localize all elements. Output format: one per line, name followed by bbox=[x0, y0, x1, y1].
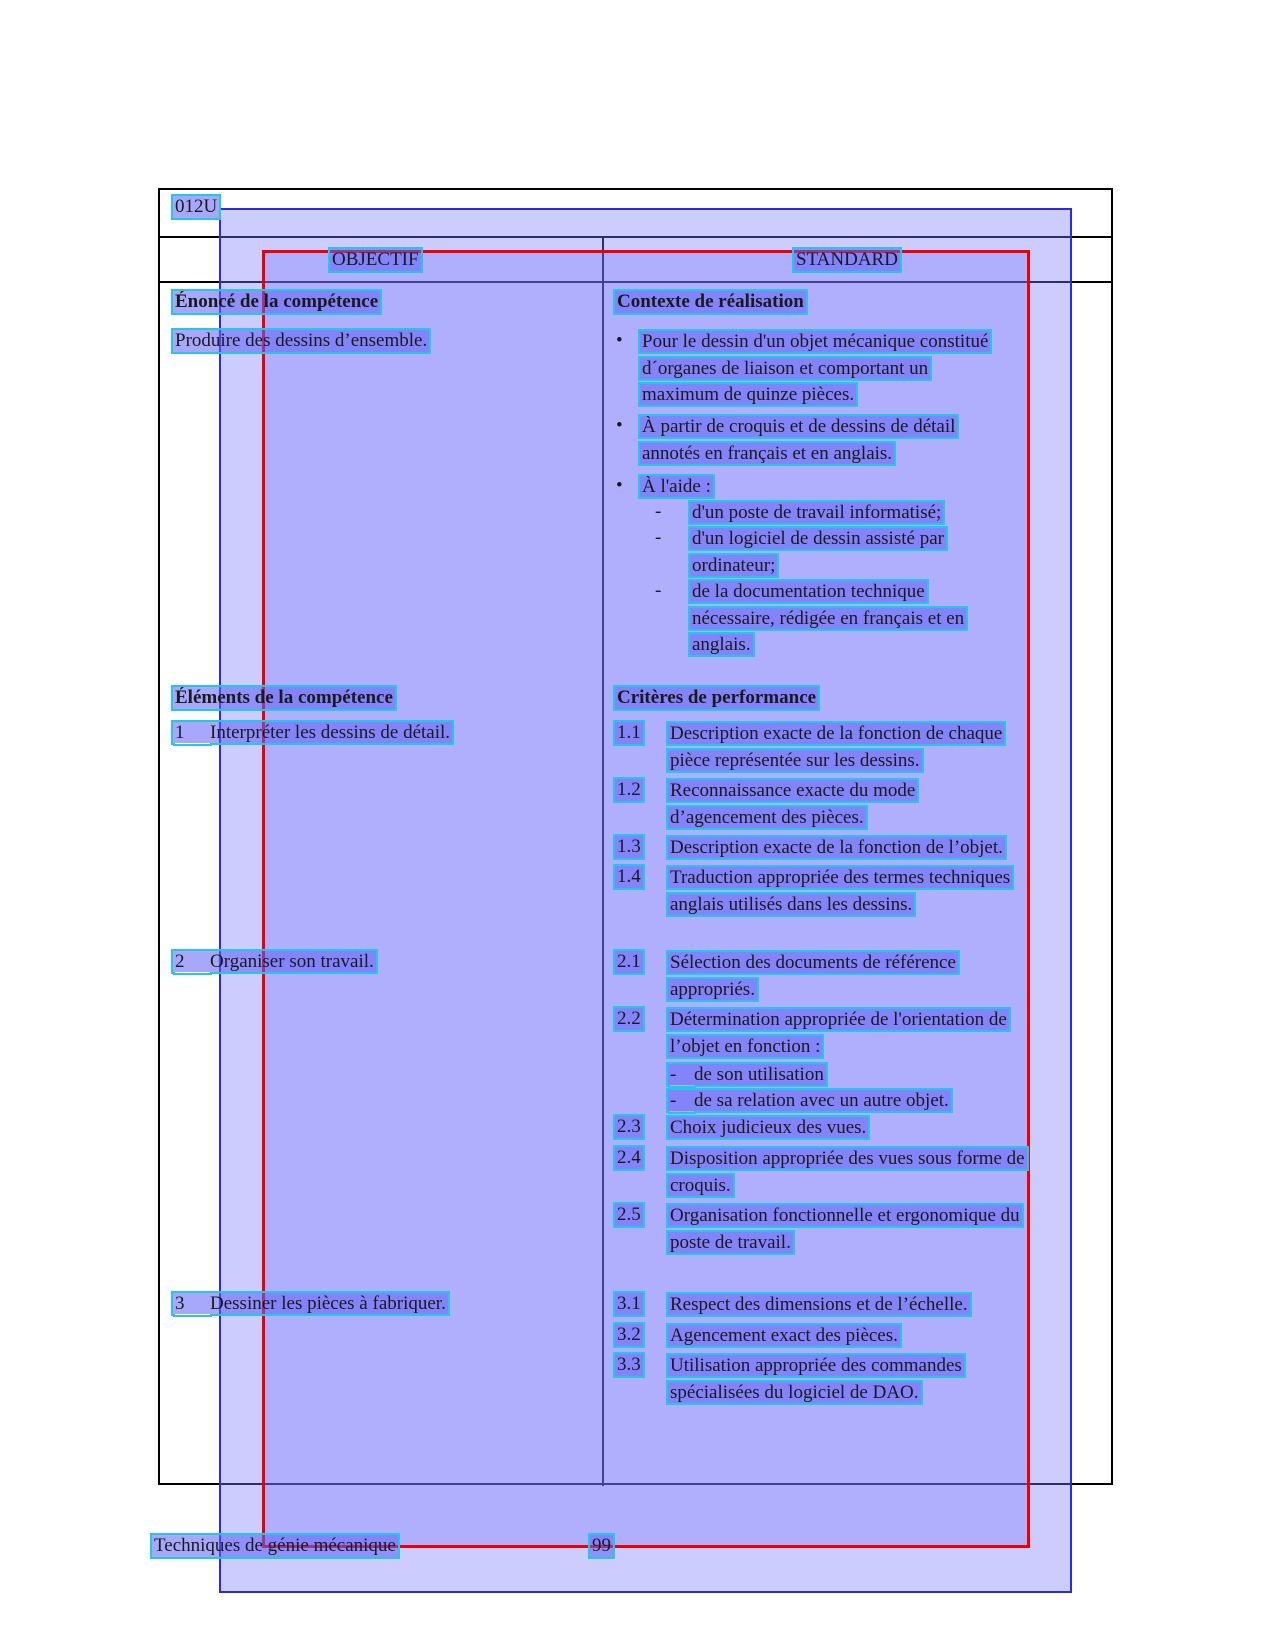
dash-icon: - bbox=[670, 1090, 677, 1111]
context-line: de la documentation technique bbox=[692, 581, 925, 602]
dash-icon: - bbox=[655, 580, 662, 601]
criterion-item bbox=[668, 1203, 1022, 1256]
criterion-line: Agencement exact des pièces. bbox=[670, 1325, 898, 1346]
criterion-line: poste de travail. bbox=[670, 1231, 791, 1253]
criterion-number: 2.4 bbox=[617, 1147, 641, 1168]
criterion-line: Détermination appropriée de l'orientation de bbox=[670, 1009, 1007, 1030]
orientation-subitem bbox=[668, 1064, 826, 1086]
criterion-line: Utilisation appropriée des commandes bbox=[670, 1355, 962, 1376]
context-item bbox=[640, 414, 957, 467]
criterion-item bbox=[668, 1115, 868, 1142]
element-text: 2 Organiser son travail. bbox=[175, 951, 374, 972]
criterion-number: 2.2 bbox=[617, 1008, 641, 1029]
element-number: 2 bbox=[175, 951, 185, 972]
criterion-line: anglais utilisés dans les dessins. bbox=[670, 893, 913, 915]
criterion-number: 3.3 bbox=[617, 1354, 641, 1375]
context-line: Pour le dessin d'un objet mécanique constitué bbox=[642, 331, 989, 352]
criterion-number: 2.3 bbox=[617, 1116, 641, 1137]
criterion-item bbox=[668, 1007, 1009, 1060]
dash-icon: - bbox=[655, 501, 662, 522]
context-line: d'un logiciel de dessin assisté par bbox=[692, 528, 944, 549]
criterion-item bbox=[668, 865, 1012, 918]
context-line: annotés en français et en anglais. bbox=[642, 442, 893, 464]
context-subitem bbox=[690, 526, 946, 579]
context-line: anglais. bbox=[692, 634, 751, 655]
orientation-line: de sa relation avec un autre objet. bbox=[694, 1090, 949, 1111]
criterion-line: Organisation fonctionnelle et ergonomique du bbox=[670, 1205, 1020, 1226]
criterion-line: Respect des dimensions et de l’échelle. bbox=[670, 1294, 968, 1315]
bullet-icon: • bbox=[616, 330, 623, 351]
criterion-number: 3.1 bbox=[617, 1293, 641, 1314]
context-item bbox=[640, 329, 990, 409]
criterion-number: 2.1 bbox=[617, 951, 641, 972]
context-line: À l'aide : bbox=[642, 476, 711, 497]
context-line: d'un poste de travail informatisé; bbox=[692, 502, 942, 523]
competency-elements-title: Éléments de la compétence bbox=[175, 687, 393, 708]
header-standard: STANDARD bbox=[796, 249, 898, 270]
criterion-line: l’objet en fonction : bbox=[670, 1035, 821, 1057]
criterion-item bbox=[668, 950, 958, 1003]
criterion-number: 1.4 bbox=[617, 866, 641, 887]
criterion-item bbox=[668, 835, 1005, 862]
element-number: 1 bbox=[175, 722, 185, 743]
context-subitem bbox=[690, 500, 943, 527]
criterion-number: 3.2 bbox=[617, 1324, 641, 1345]
element-text: 3 Dessiner les pièces à fabriquer. bbox=[175, 1293, 446, 1314]
orientation-subitem bbox=[668, 1090, 951, 1112]
element-text: 1 Interpréter les dessins de détail. bbox=[175, 722, 451, 743]
competency-element bbox=[173, 951, 376, 973]
criterion-line: Description exacte de la fonction de chaque bbox=[670, 723, 1003, 744]
criterion-item bbox=[668, 1146, 1027, 1199]
context-title: Contexte de réalisation bbox=[617, 291, 804, 312]
criterion-line: Disposition appropriée des vues sous forme de bbox=[670, 1148, 1025, 1169]
context-line: nécessaire, rédigée en français et en bbox=[692, 607, 965, 629]
criterion-line: spécialisées du logiciel de DAO. bbox=[670, 1381, 919, 1403]
element-number: 3 bbox=[175, 1293, 185, 1314]
criterion-item bbox=[668, 1292, 970, 1319]
criterion-line: Reconnaissance exacte du mode bbox=[670, 780, 916, 801]
performance-criteria-title: Critères de performance bbox=[617, 687, 817, 708]
criterion-line: appropriés. bbox=[670, 978, 755, 1000]
competency-element bbox=[173, 1293, 448, 1315]
competency-element bbox=[173, 722, 452, 744]
competency-statement: Produire des dessins d’ensemble. bbox=[175, 330, 428, 351]
criterion-line: pièce représentée sur les dessins. bbox=[670, 749, 920, 771]
competency-statement-title: Énoncé de la compétence bbox=[175, 291, 379, 312]
criterion-line: Description exacte de la fonction de l’objet. bbox=[670, 837, 1003, 858]
context-line: maximum de quinze pièces. bbox=[642, 384, 855, 405]
criterion-item bbox=[668, 721, 1004, 774]
criterion-item bbox=[668, 778, 917, 831]
orientation-line: de son utilisation bbox=[694, 1064, 824, 1085]
header-objectif: OBJECTIF bbox=[332, 249, 419, 270]
criterion-item bbox=[668, 1323, 900, 1350]
criterion-line: Traduction appropriée des termes techniques bbox=[670, 867, 1011, 888]
context-subitem bbox=[690, 579, 966, 659]
context-line: À partir de croquis et de dessins de détail bbox=[642, 416, 956, 437]
criterion-number: 2.5 bbox=[617, 1204, 641, 1225]
context-line: d´organes de liaison et comportant un bbox=[642, 357, 929, 379]
criterion-line: croquis. bbox=[670, 1174, 731, 1196]
context-line: ordinateur; bbox=[692, 554, 776, 576]
page-number: 99 bbox=[592, 1535, 611, 1556]
criterion-line: Sélection des documents de référence bbox=[670, 952, 956, 973]
criterion-number: 1.3 bbox=[617, 836, 641, 857]
criterion-line: d’agencement des pièces. bbox=[670, 806, 864, 828]
criterion-line: Choix judicieux des vues. bbox=[670, 1117, 867, 1138]
dash-icon: - bbox=[655, 527, 662, 548]
criterion-number: 1.2 bbox=[617, 779, 641, 800]
bullet-icon: • bbox=[616, 475, 623, 496]
criterion-item bbox=[668, 1353, 964, 1406]
context-item bbox=[640, 474, 713, 501]
competency-code: 012U bbox=[175, 196, 218, 217]
footer-program: Techniques de génie mécanique bbox=[154, 1535, 396, 1556]
dash-icon: - bbox=[670, 1064, 677, 1085]
criterion-number: 1.1 bbox=[617, 722, 641, 743]
bullet-icon: • bbox=[616, 415, 623, 436]
